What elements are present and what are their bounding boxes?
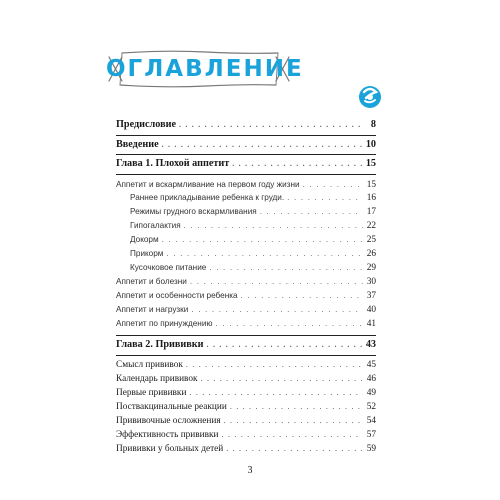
toc-entry[interactable] [116, 401, 376, 413]
section-rule [116, 154, 376, 155]
toc-entry[interactable] [116, 443, 376, 455]
toc-entry[interactable] [116, 304, 376, 316]
toc-entry-title: Кусочковое питание [130, 263, 207, 272]
toc-entry-page: 46 [366, 374, 376, 384]
toc-entry-page: 16 [366, 193, 376, 203]
toc-entry-title: Глава 1. Плохой аппетит [116, 158, 230, 169]
dot-leader [216, 318, 363, 330]
dot-leader [162, 234, 363, 246]
toc-entry[interactable] [116, 206, 376, 218]
toc-entry-title: Аппетит и нагрузки [116, 305, 189, 314]
dot-leader [189, 387, 363, 399]
toc-entry[interactable] [116, 339, 376, 351]
section-rule [116, 355, 376, 356]
dot-leader [226, 443, 363, 455]
toc-entry-page: 17 [366, 207, 376, 217]
toc-entry-page: 40 [366, 305, 376, 315]
page-number: 3 [247, 465, 253, 476]
dot-leader [287, 192, 363, 204]
toc-entry-title: Глава 2. Прививки [116, 339, 204, 350]
toc-entry-title: Смысл прививок [116, 360, 183, 370]
dot-leader [209, 262, 363, 274]
section-rule [116, 135, 376, 136]
toc-entry-title: Аппетит и болезни [116, 277, 187, 286]
toc-entry[interactable] [116, 158, 376, 170]
toc-entry-title: Прививочные осложнения [116, 416, 221, 426]
toc-entry-title: Поствакцинальные реакции [116, 402, 227, 412]
section-rule [116, 174, 376, 175]
toc-entry[interactable] [116, 220, 376, 232]
dot-leader [241, 290, 363, 302]
toc-entry[interactable] [116, 318, 376, 330]
toc-entry-title: Докорм [130, 235, 159, 244]
dot-leader [162, 139, 363, 151]
dot-leader [184, 220, 363, 232]
toc-entry-page: 41 [366, 319, 376, 329]
toc-entry-title: Аппетит по принуждению [116, 319, 213, 328]
toc-entry-page: 25 [366, 235, 376, 245]
toc-entry-page: 29 [366, 263, 376, 273]
toc-entry-title: Прививки у больных детей [116, 444, 224, 454]
toc-entry[interactable] [116, 387, 376, 399]
toc-entry-title: Аппетит и вскармливание на первом году жизни [116, 180, 300, 189]
toc-entry-title: Аппетит и особенности ребенка [116, 291, 238, 300]
toc-entry-title: Первые прививки [116, 388, 187, 398]
toc-entry-title: Календарь прививок [116, 374, 198, 384]
dot-leader [191, 304, 363, 316]
toc-entry-page: 52 [366, 402, 376, 412]
toc-entry[interactable] [116, 234, 376, 246]
toc-entry-page: 57 [366, 430, 376, 440]
dot-leader [201, 373, 363, 385]
dot-leader [222, 429, 363, 441]
toc-entry-page: 54 [366, 416, 376, 426]
dot-leader [260, 206, 363, 218]
dot-leader [224, 415, 363, 427]
toc-entry-page: 15 [365, 158, 376, 169]
toc-entry-title: Гипогалактия [130, 221, 181, 230]
toc-entry-page: 30 [366, 277, 376, 287]
toc-entry-page: 10 [365, 139, 376, 150]
dot-leader [232, 158, 363, 170]
toc-entry-title: Раннее прикладывание ребенка к груди. [130, 193, 285, 202]
toc-entry-title: Введение [116, 139, 159, 150]
toc-entry-page: 43 [365, 339, 376, 350]
toc-entry-title: Режимы грудного вскармливания [130, 207, 257, 216]
toc-entry[interactable] [116, 139, 376, 151]
dot-leader [207, 339, 363, 351]
toc-entry[interactable] [116, 262, 376, 274]
toc-entry[interactable] [116, 415, 376, 427]
toc-entry-title: Эффективность прививки [116, 430, 219, 440]
toc-entry-page: 49 [366, 388, 376, 398]
toc-entry-page: 15 [366, 180, 376, 190]
toc-entry[interactable] [116, 373, 376, 385]
toc-entry[interactable] [116, 276, 376, 288]
toc-entry[interactable] [116, 119, 376, 131]
toc-entry-page: 8 [370, 119, 376, 130]
dot-leader [230, 401, 363, 413]
toc-entry-page: 37 [366, 291, 376, 301]
toc-entry-title: Прикорм [130, 249, 164, 258]
toc-entry[interactable] [116, 179, 376, 191]
toc-entry-page: 59 [366, 444, 376, 454]
dot-leader [303, 179, 363, 191]
toc-banner [106, 49, 304, 89]
toc-entry[interactable] [116, 359, 376, 371]
section-rule [116, 335, 376, 336]
dot-leader [190, 276, 363, 288]
toc-entry-page: 45 [366, 360, 376, 370]
toc-title: ОГЛАВЛЕНИЕ [106, 56, 304, 82]
toc-entry[interactable] [116, 290, 376, 302]
dot-leader [186, 359, 363, 371]
toc-entry[interactable] [116, 192, 376, 204]
toc-entry[interactable] [116, 429, 376, 441]
toc-entry-title: Предисловие [116, 119, 176, 130]
dot-leader [179, 119, 363, 131]
publisher-logo-icon [356, 82, 386, 110]
dot-leader [166, 248, 363, 260]
toc-entry[interactable] [116, 248, 376, 260]
toc-entry-page: 26 [366, 249, 376, 259]
toc-entry-page: 22 [366, 221, 376, 231]
